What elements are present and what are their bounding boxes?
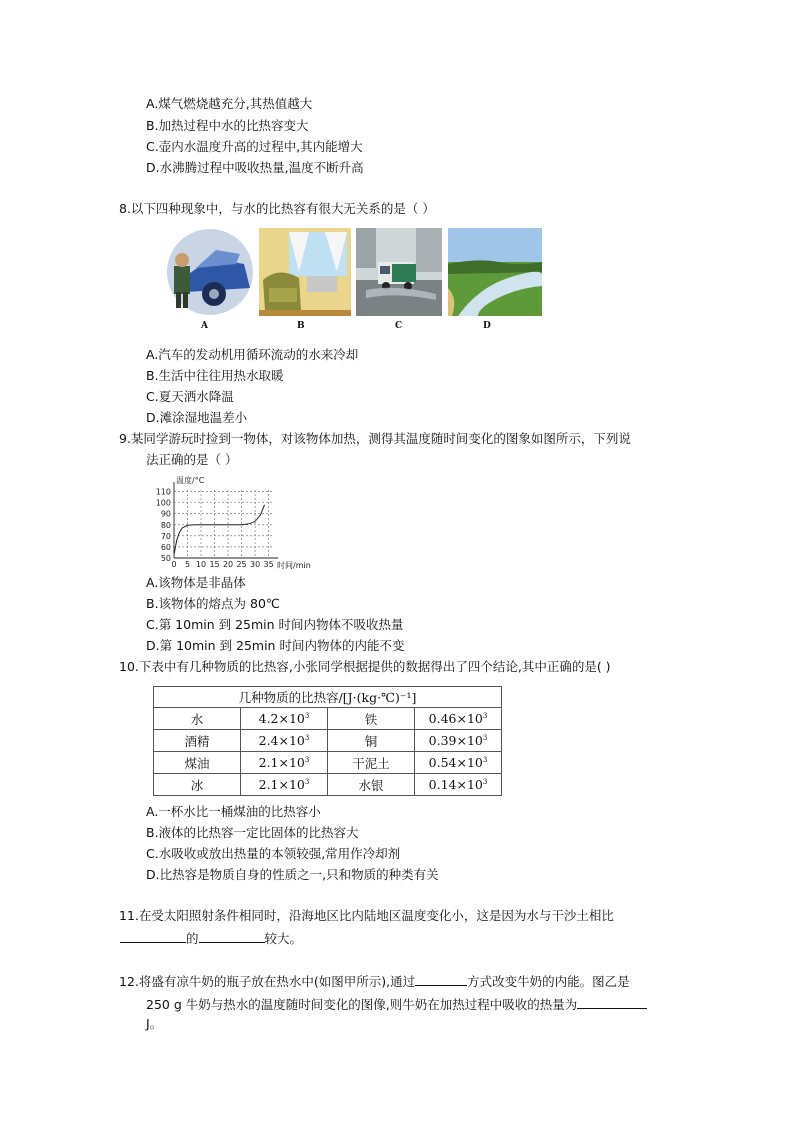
photo-label-a: A: [201, 321, 208, 331]
q8-option-b: B.生活中往往用热水取暖: [146, 368, 284, 383]
q7-option-c: C.壶内水温度升高的过程中,其内能增大: [146, 139, 363, 154]
chart-y-tick-label: 90: [160, 509, 171, 519]
value-cell: $2.1\times 10^3$: [241, 774, 328, 796]
table-row: [154, 752, 502, 774]
photo-a-mechanic-car: [166, 228, 254, 316]
q10-stem: 10.下表中有几种物质的比热容,小张同学根据提供的数据得出了四个结论,其中正确的是( ): [119, 659, 611, 674]
photo-label-c: C: [395, 321, 403, 331]
q10-option-c: C.水吸收或放出热量的本领较强,常用作冷却剂: [146, 846, 401, 861]
q7-option-a: A.煤气燃烧越充分,其热值越大: [146, 96, 313, 111]
q8-option-c: C.夏天洒水降温: [146, 389, 234, 404]
specific-heat-table: [153, 686, 502, 796]
q11-stem: 11.在受太阳照射条件相同时，沿海地区比内陆地区温度变化小，这是因为水与干沙土相比: [119, 908, 614, 923]
chart-x-axis-label: 时间/min: [277, 561, 311, 570]
chart-y-tick-label: 80: [160, 520, 171, 530]
answer-blank[interactable]: [120, 929, 186, 943]
substance-cell: 干泥土: [328, 752, 415, 774]
chart-x-tick-label: 15: [209, 560, 220, 569]
q10-option-a: A.一杯水比一桶煤油的比热容小: [146, 804, 321, 819]
q9-stem-line2: 法正确的是（ ）: [146, 452, 238, 467]
chart-x-tick-label: 5: [184, 560, 191, 569]
q7-option-d: D.水沸腾过程中吸收热量,温度不断升高: [146, 160, 364, 175]
q10-option-d: D.比热容是物质自身的性质之一,只和物质的种类有关: [146, 867, 439, 882]
table-row: [154, 730, 502, 752]
q12-line1: 12.将盛有凉牛奶的瓶子放在热水中(如图甲所示),通过 方式改变牛奶的内能。图乙是: [119, 974, 630, 989]
table-caption: 几种物质的比热容/[J·(kg·℃)⁻¹]: [154, 687, 502, 708]
chart-y-tick-label: 110: [155, 487, 171, 497]
value-cell: $0.39\times 10^3$: [415, 730, 502, 752]
value-cell: $4.2\times 10^3$: [241, 708, 328, 730]
answer-blank[interactable]: [577, 995, 647, 1009]
chart-y-tick-label: 100: [155, 498, 171, 508]
chart-x-tick-label: 0: [171, 560, 177, 569]
chart-y-tick-label: 50: [160, 554, 171, 563]
table-row: [154, 708, 502, 730]
answer-blank[interactable]: [199, 929, 265, 943]
substance-cell: 水: [154, 708, 241, 730]
value-cell: $0.46\times 10^3$: [415, 708, 502, 730]
substance-cell: 煤油: [154, 752, 241, 774]
chart-x-tick-label: 30: [249, 560, 261, 569]
q8-stem: 8.以下四种现象中，与水的比热容有很大无关系的是（ ）: [119, 201, 435, 216]
temperature-time-chart: [146, 472, 318, 572]
substance-cell: 冰: [154, 774, 241, 796]
value-cell: $0.14\times 10^3$: [415, 774, 502, 796]
q9-option-a: A.该物体是非晶体: [146, 575, 246, 590]
substance-cell: 铁: [328, 708, 415, 730]
q7-option-b: B.加热过程中水的比热容变大: [146, 118, 309, 133]
photo-b-armchair-radiator: [259, 228, 351, 316]
value-cell: $2.4\times 10^3$: [241, 730, 328, 752]
photo-label-d: D: [483, 321, 491, 331]
photo-d-wetland: [448, 228, 542, 316]
q8-photo-strip: [166, 228, 542, 316]
value-cell: $0.54\times 10^3$: [415, 752, 502, 774]
q9-stem-line1: 9.某同学游玩时捡到一物体，对该物体加热，测得其温度随时间变化的图象如图所示，下列说: [119, 431, 631, 446]
chart-y-axis-label: 温度/°C: [176, 476, 205, 485]
q12-line3: J。: [146, 1016, 163, 1031]
chart-x-tick-label: 35: [263, 560, 274, 569]
substance-cell: 水银: [328, 774, 415, 796]
table-row: [154, 774, 502, 796]
q12-line2: 250 g 牛奶与热水的温度随时间变化的图像,则牛奶在加热过程中吸收的热量为: [146, 995, 647, 1013]
substance-cell: 铜: [328, 730, 415, 752]
q8-option-d: D.滩涂湿地温差小: [146, 410, 248, 425]
chart-x-tick-label: 25: [236, 560, 247, 569]
value-cell: $2.1\times 10^3$: [241, 752, 328, 774]
q11-line2: 的 较大。: [120, 929, 302, 947]
substance-cell: 酒精: [154, 730, 241, 752]
q9-option-d: D.第 10min 到 25min 时间内物体的内能不变: [146, 638, 405, 653]
q8-option-a: A.汽车的发动机用循环流动的水来冷却: [146, 347, 359, 362]
answer-blank[interactable]: [415, 972, 467, 986]
q10-option-b: B.液体的比热容一定比固体的比热容大: [146, 825, 359, 840]
chart-x-tick-label: 10: [195, 560, 207, 569]
q9-option-c: C.第 10min 到 25min 时间内物体不吸收热量: [146, 617, 404, 632]
photo-label-b: B: [297, 321, 305, 331]
q9-option-b: B.该物体的熔点为 80℃: [146, 596, 280, 611]
chart-y-tick-label: 70: [160, 531, 171, 541]
chart-y-tick-label: 60: [160, 542, 171, 552]
photo-c-sprinkler-truck: [356, 228, 442, 316]
chart-x-tick-label: 20: [222, 560, 234, 569]
